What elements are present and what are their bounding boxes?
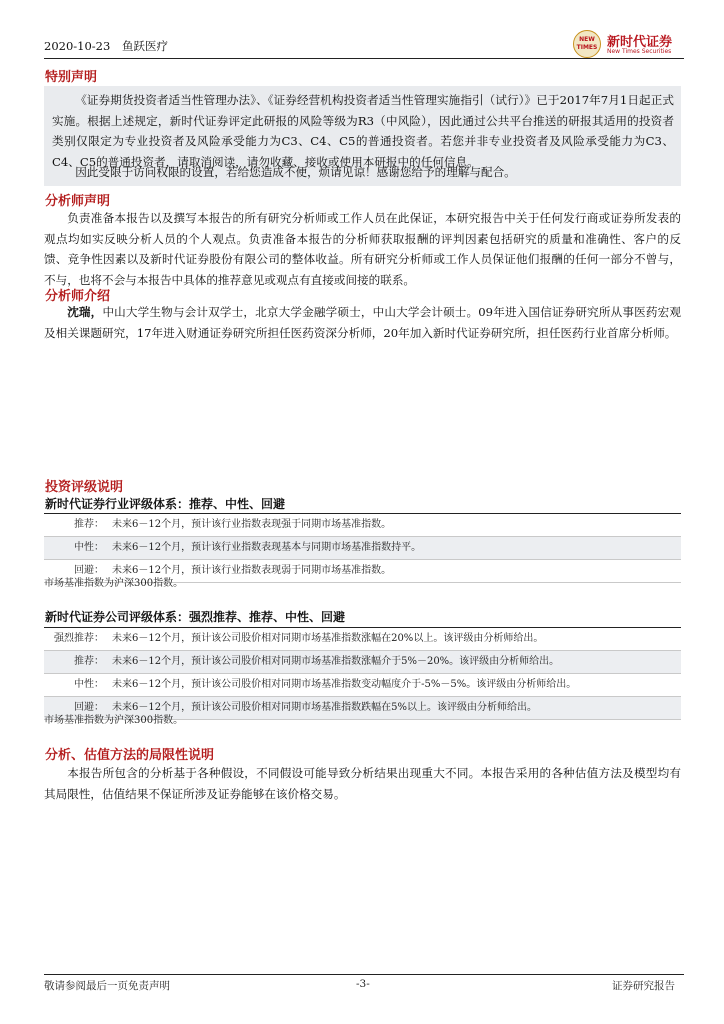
company-rating-title: 新时代证券公司评级体系：强烈推荐、推荐、中性、回避 (45, 610, 346, 624)
industry-benchmark-note: 市场基准指数为沪深300指数。 (44, 578, 184, 589)
footer-disclaimer-ref: 敬请参阅最后一页免责声明 (44, 980, 170, 992)
analyst-name: 沈瑞， (67, 305, 103, 319)
limitation-title: 分析、估值方法的局限性说明 (45, 748, 215, 763)
new-times-badge-icon: NEW TIMES (573, 30, 601, 58)
special-statement-title: 特别声明 (45, 70, 98, 85)
special-statement-box (44, 86, 681, 186)
rating-title: 投资评级说明 (45, 480, 124, 495)
special-statement-paragraph: 《证券期货投资者适当性管理办法》、《证券经营机构投资者适当性管理实施指引（试行）》已于2017年7月1日起正式实施。根据上述规定，新时代证券评定此研报的风险等级为R3（中风险），因此通过公共平台推送的研报其适用的投资者类别仅限定为专业投资者及风险承受能力为C3、C4、C5的普通投资者。若您并非专业投资者及风险承受能力为C3、C4、C5的普通投资者，请取消阅读，请勿收藏、接收或使用本研报中的任何信息。 (52, 93, 674, 169)
table-row: 回避： 未来6－12个月，预计该公司股价相对同期市场基准指数跌幅在5%以上。该评级由分析师给出。 (44, 697, 681, 720)
header-meta (44, 38, 176, 54)
analyst-statement-paragraph: 负责准备本报告以及撰写本报告的所有研究分析师或工作人员在此保证，本研究报告中关于任何发行商或证券所发表的观点均如实反映分析人员的个人观点。负责准备本报告的分析师获取报酬的评判因素包括研究的质量和准确性、客户的反馈、竞争性因素以及新时代证券股份有限公司的整体收益。所有研究分析师或工作人员保证他们报酬的任何一部分不曾与，不与，也将不会与本报告中具体的推荐意见或观点有直接或间接的联系。 (44, 211, 681, 287)
analyst-statement-title: 分析师声明 (45, 194, 111, 209)
header-date: 2020-10-23 (44, 39, 111, 53)
brand-subtitle: New Times Securities (607, 48, 672, 55)
footer-report-type: 证券研究报告 (612, 980, 675, 992)
industry-rating-title: 新时代证券行业评级体系：推荐、中性、回避 (45, 497, 286, 511)
limitation-paragraph: 本报告所包含的分析基于各种假设，不同假设可能导致分析结果出现重大不同。本报告采用的各种估值方法及模型均有其局限性，估值结果不保证所涉及证券能够在该价格交易。 (44, 766, 681, 801)
table-row: 中性： 未来6－12个月，预计该行业指数表现基本与同期市场基准指数持平。 (44, 537, 681, 560)
analyst-bio: 中山大学生物与会计双学士，北京大学金融学硕士，中山大学会计硕士。09年进入国信证券研究所从事医药宏观及相关课题研究，17年进入财通证券研究所担任医药资深分析师，20年加入新时代证券研究所，担任医药行业首席分析师。 (44, 305, 681, 340)
table-row: 强烈推荐： 未来6－12个月，预计该公司股价相对同期市场基准指数涨幅在20%以上。该评级由分析师给出。 (44, 628, 681, 651)
table-row: 中性： 未来6－12个月，预计该公司股价相对同期市场基准指数变动幅度介于-5%－5%。该评级由分析师给出。 (44, 674, 681, 697)
table-row: 回避： 未来6－12个月，预计该行业指数表现弱于同期市场基准指数。 (44, 560, 681, 583)
analyst-intro-title: 分析师介绍 (45, 289, 111, 304)
table-row: 推荐： 未来6－12个月，预计该行业指数表现强于同期市场基准指数。 (44, 514, 681, 537)
footer-divider (44, 974, 684, 975)
brand-logo (573, 28, 683, 60)
analyst-intro-paragraph (44, 302, 681, 343)
company-benchmark-note: 市场基准指数为沪深300指数。 (44, 715, 184, 726)
page-number: -3- (356, 978, 370, 990)
table-row: 推荐： 未来6－12个月，预计该公司股价相对同期市场基准指数涨幅介于5%－20%。该评级由分析师给出。 (44, 651, 681, 674)
special-statement-thanks: 因此受限于访问权限的设置，若给您造成不便，烦请见谅！感谢您给予的理解与配合。 (75, 165, 516, 179)
header-divider (44, 58, 684, 59)
brand-name: 新时代证券 (607, 35, 673, 50)
header-company: 鱼跃医疗 (121, 39, 168, 53)
